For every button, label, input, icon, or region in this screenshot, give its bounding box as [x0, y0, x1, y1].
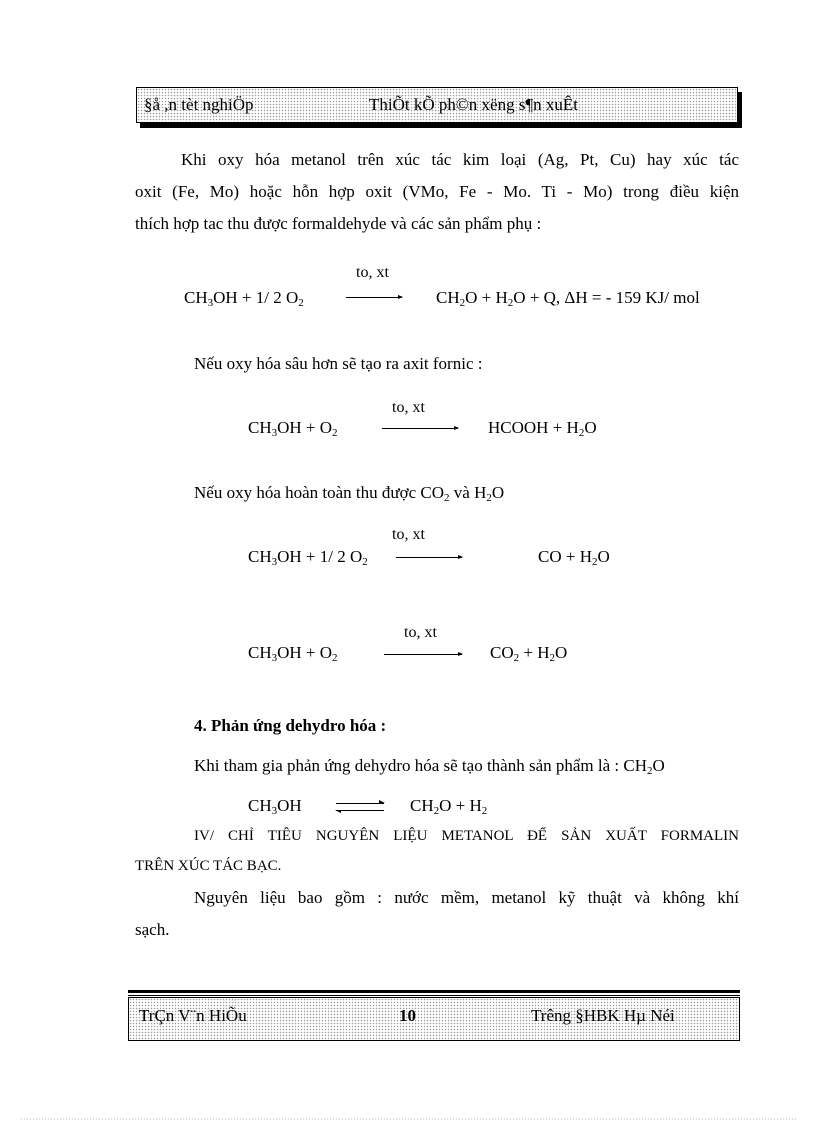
- reaction2-condition: to, xt: [392, 399, 425, 416]
- header-left-text: §å ,n tèt nghiÖp: [144, 95, 254, 114]
- footer-rule-thick: [128, 990, 740, 993]
- intro-line-3: thích hợp tac thu được formaldehyde và các sản phẩm phụ :: [135, 214, 542, 233]
- page-number: 10: [399, 1006, 416, 1025]
- section4-text: Khi tham gia phản ứng dehydro hóa sẽ tạo thành sản phẩm là : $CH_2O$: [194, 756, 665, 777]
- para-complete-oxidation: Nếu oxy hóa hoàn toàn thu được $CO_2$ và $H_2O$: [194, 483, 505, 504]
- intro-line-2: oxit (Fe, Mo) hoặc hỗn hợp oxit (VMo, Fe - Mo. Ti - Mo) trong điều kiện: [135, 182, 739, 201]
- reaction3-reactants: $CH_3OH + 1/$ 2 $O_2$: [248, 547, 368, 568]
- section4-title: 4. Phản ứng dehydro hóa :: [194, 716, 387, 735]
- reaction3-product-text: CO + H: [538, 547, 592, 566]
- reaction2-products: HCOOH + $H_2O$: [488, 418, 597, 439]
- dehydro-product-text: CH: [410, 796, 434, 815]
- reaction4-products: $CO_2 + H_2O$: [490, 643, 568, 664]
- reaction1-arrow: [346, 297, 402, 298]
- reaction4-arrow: [384, 654, 462, 655]
- footer-rule-thin: [128, 995, 740, 996]
- para3-mid: và H: [453, 483, 487, 502]
- footer-author: TrÇn V¨n HiÕu: [139, 1006, 247, 1025]
- reaction1-products: $CH_2O + H_2O + Q$, ΔH = - 159 KJ/ mol: [436, 288, 700, 309]
- section-iv-para-line2: sạch.: [135, 920, 170, 939]
- para-deep-oxidation: Nếu oxy hóa sâu hơn sẽ tạo ra axit fornic :: [194, 354, 483, 373]
- reaction4-condition: to, xt: [404, 624, 437, 641]
- para3-prefix: Nếu oxy hóa hoàn toàn thu được CO: [194, 483, 445, 502]
- dehydro-reactant-text: CH: [248, 796, 272, 815]
- page-bottom-edge: [20, 1118, 796, 1120]
- page-header: [136, 87, 738, 123]
- equilibrium-arrow-forward: [336, 803, 384, 804]
- intro-line-1: Khi oxy hóa metanol trên xúc tác kim loại (Ag, Pt, Cu) hay xúc tác: [181, 150, 739, 169]
- dehydro-reactant: $CH_3OH$: [248, 796, 302, 817]
- reaction3-arrow: [396, 557, 462, 558]
- reaction3-products: CO + $H_2O$: [538, 547, 610, 568]
- section-iv-para-line1: Nguyên liệu bao gồm : nước mềm, metanol kỹ thuật và không khí: [194, 888, 739, 907]
- section-iv-heading-line1: IV/ CHỈ TIÊU NGUYÊN LIỆU METANOL ĐỂ SẢN XUẤT FORMALIN: [194, 828, 739, 844]
- equilibrium-arrow-reverse: [336, 810, 384, 811]
- reaction2-product-text: HCOOH + H: [488, 418, 579, 437]
- reaction1-condition: to, xt: [356, 264, 389, 281]
- reaction4-reactants: $CH_3OH + O_2$: [248, 643, 338, 664]
- reaction1-reactants: $CH_3OH + 1/$ 2 $O_2$: [184, 288, 304, 309]
- header-right-text: ThiÕt kÕ ph©n xëng s¶n xuÊt: [369, 95, 579, 114]
- section4-text-body: Khi tham gia phản ứng dehydro hóa sẽ tạo thành sản phẩm là : CH: [194, 756, 648, 775]
- reaction2-arrow: [382, 428, 458, 429]
- page-footer: [128, 997, 740, 1041]
- section-iv-heading-line2: TRÊN XÚC TÁC BẠC.: [135, 858, 282, 874]
- footer-institution: Trêng §HBK Hµ Néi: [531, 1006, 675, 1025]
- para3-suffix: O: [491, 483, 505, 502]
- reaction3-condition: to, xt: [392, 526, 425, 543]
- reaction1-product-tail: + Q, ΔH = - 159 KJ/ mol: [529, 288, 700, 307]
- reaction2-reactants: $CH_3OH + O_2$: [248, 418, 338, 439]
- dehydro-product: $CH_2O + H_2$: [410, 796, 488, 817]
